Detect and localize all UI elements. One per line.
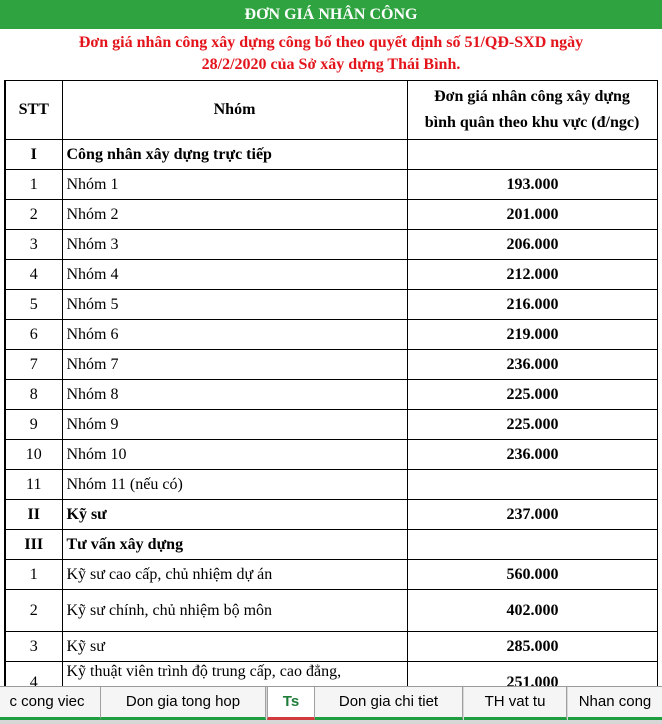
stt-cell[interactable]: 11 [5, 470, 62, 500]
price-cell[interactable]: 193.000 [407, 170, 657, 200]
price-cell[interactable] [407, 140, 657, 170]
group-cell[interactable]: Nhóm 5 [62, 290, 407, 320]
stt-cell[interactable]: 4 [5, 260, 62, 290]
group-cell[interactable]: Kỹ thuật viên trình độ trung cấp, cao đẳng, [62, 662, 407, 687]
table-row [5, 320, 657, 350]
stt-cell[interactable]: 2 [5, 590, 62, 632]
price-cell[interactable]: 212.000 [407, 260, 657, 290]
table-row [5, 290, 657, 320]
group-cell[interactable]: Công nhân xây dựng trực tiếp [62, 140, 407, 170]
stt-cell[interactable]: I [5, 140, 62, 170]
stt-cell[interactable]: 10 [5, 440, 62, 470]
stt-cell[interactable]: 8 [5, 380, 62, 410]
tab-label: Nhan cong [578, 693, 652, 710]
price-cell[interactable] [407, 470, 657, 500]
price-cell[interactable]: 251.000 [407, 662, 657, 687]
sheet-subtitle[interactable] [0, 32, 662, 76]
subtitle-line-2: 28/2/2020 của Sở xây dựng Thái Bình. [201, 56, 461, 73]
group-cell[interactable]: Kỹ sư chính, chủ nhiệm bộ môn [62, 590, 407, 632]
table-row [5, 590, 657, 632]
header-cell-group[interactable] [62, 81, 407, 140]
tab-ts[interactable] [267, 687, 315, 720]
tab-label: Don gia tong hop [125, 693, 241, 710]
group-cell[interactable]: Tư vấn xây dựng [62, 530, 407, 560]
subtitle-line-1: Đơn giá nhân công xây dựng công bố theo quyết định số 51/QĐ-SXD ngày [78, 34, 584, 51]
stt-cell[interactable]: 3 [5, 632, 62, 662]
table-row [5, 440, 657, 470]
group-cell[interactable]: Nhóm 1 [62, 170, 407, 200]
stt-cell[interactable]: 2 [5, 200, 62, 230]
stt-cell[interactable]: III [5, 530, 62, 560]
labor-price-table [4, 80, 658, 686]
group-cell[interactable]: Kỹ sư [62, 500, 407, 530]
stt-cell[interactable]: 5 [5, 290, 62, 320]
stt-cell[interactable]: 4 [5, 662, 62, 687]
table-row [5, 140, 657, 170]
header-group-label: Nhóm [213, 101, 256, 118]
tab-label: Don gia chi tiet [338, 693, 439, 710]
price-cell[interactable]: 236.000 [407, 440, 657, 470]
price-cell[interactable]: 236.000 [407, 350, 657, 380]
group-cell[interactable]: Nhóm 3 [62, 230, 407, 260]
group-cell[interactable]: Nhóm 10 [62, 440, 407, 470]
table-row [5, 380, 657, 410]
price-cell[interactable]: 206.000 [407, 230, 657, 260]
table-row [5, 632, 657, 662]
header-price-line-1: Đơn giá nhân công xây dựng [434, 88, 630, 105]
stt-cell[interactable]: 1 [5, 170, 62, 200]
stt-cell[interactable]: 1 [5, 560, 62, 590]
stt-cell[interactable]: 9 [5, 410, 62, 440]
price-cell[interactable] [407, 530, 657, 560]
price-cell[interactable]: 201.000 [407, 200, 657, 230]
table-row [5, 530, 657, 560]
tab-don-gia-chi-tiet[interactable] [315, 687, 463, 720]
sheet-banner[interactable] [0, 0, 662, 30]
stt-cell[interactable]: 6 [5, 320, 62, 350]
group-cell[interactable]: Nhóm 8 [62, 380, 407, 410]
tab-label: c cong viec [9, 693, 85, 710]
tab-don-gia-tong-hop[interactable] [101, 687, 266, 720]
table-row [5, 260, 657, 290]
price-cell[interactable]: 560.000 [407, 560, 657, 590]
stt-cell[interactable]: 7 [5, 350, 62, 380]
header-cell-stt[interactable] [5, 81, 62, 140]
group-cell[interactable]: Kỹ sư cao cấp, chủ nhiệm dự án [62, 560, 407, 590]
group-cell[interactable]: Nhóm 6 [62, 320, 407, 350]
header-row [5, 81, 657, 140]
price-cell[interactable]: 225.000 [407, 410, 657, 440]
price-cell[interactable]: 216.000 [407, 290, 657, 320]
header-price-line-2: bình quân theo khu vực (đ/ngc) [424, 114, 640, 131]
tab-label: Ts [282, 693, 300, 710]
group-cell[interactable]: Nhóm 2 [62, 200, 407, 230]
stt-cell[interactable]: 3 [5, 230, 62, 260]
group-cell[interactable]: Kỹ sư [62, 632, 407, 662]
table-row [5, 410, 657, 440]
group-cell[interactable]: Nhóm 9 [62, 410, 407, 440]
table-row [5, 470, 657, 500]
table-row [5, 350, 657, 380]
table-row [5, 560, 657, 590]
tab-th-vat-tu[interactable] [464, 687, 567, 720]
group-cell[interactable]: Nhóm 11 (nếu có) [62, 470, 407, 500]
price-cell[interactable]: 225.000 [407, 380, 657, 410]
table-row [5, 230, 657, 260]
spreadsheet-grid[interactable] [4, 80, 658, 686]
header-stt-label: STT [18, 101, 49, 118]
table-row [5, 662, 657, 687]
tab-label: TH vat tu [484, 693, 546, 710]
header-cell-price[interactable] [407, 81, 657, 140]
table-row [5, 500, 657, 530]
tab-cong-viec[interactable] [0, 687, 101, 720]
group-cell[interactable]: Nhóm 7 [62, 350, 407, 380]
tab-nhan-cong[interactable] [568, 687, 662, 720]
price-cell[interactable]: 402.000 [407, 590, 657, 632]
sheet-tab-bar [0, 686, 662, 724]
table-row [5, 170, 657, 200]
table-row [5, 200, 657, 230]
price-cell[interactable]: 285.000 [407, 632, 657, 662]
group-cell[interactable]: Nhóm 4 [62, 260, 407, 290]
stt-cell[interactable]: II [5, 500, 62, 530]
price-cell[interactable]: 219.000 [407, 320, 657, 350]
price-cell[interactable]: 237.000 [407, 500, 657, 530]
banner-title: ĐƠN GIÁ NHÂN CÔNG [244, 6, 418, 23]
